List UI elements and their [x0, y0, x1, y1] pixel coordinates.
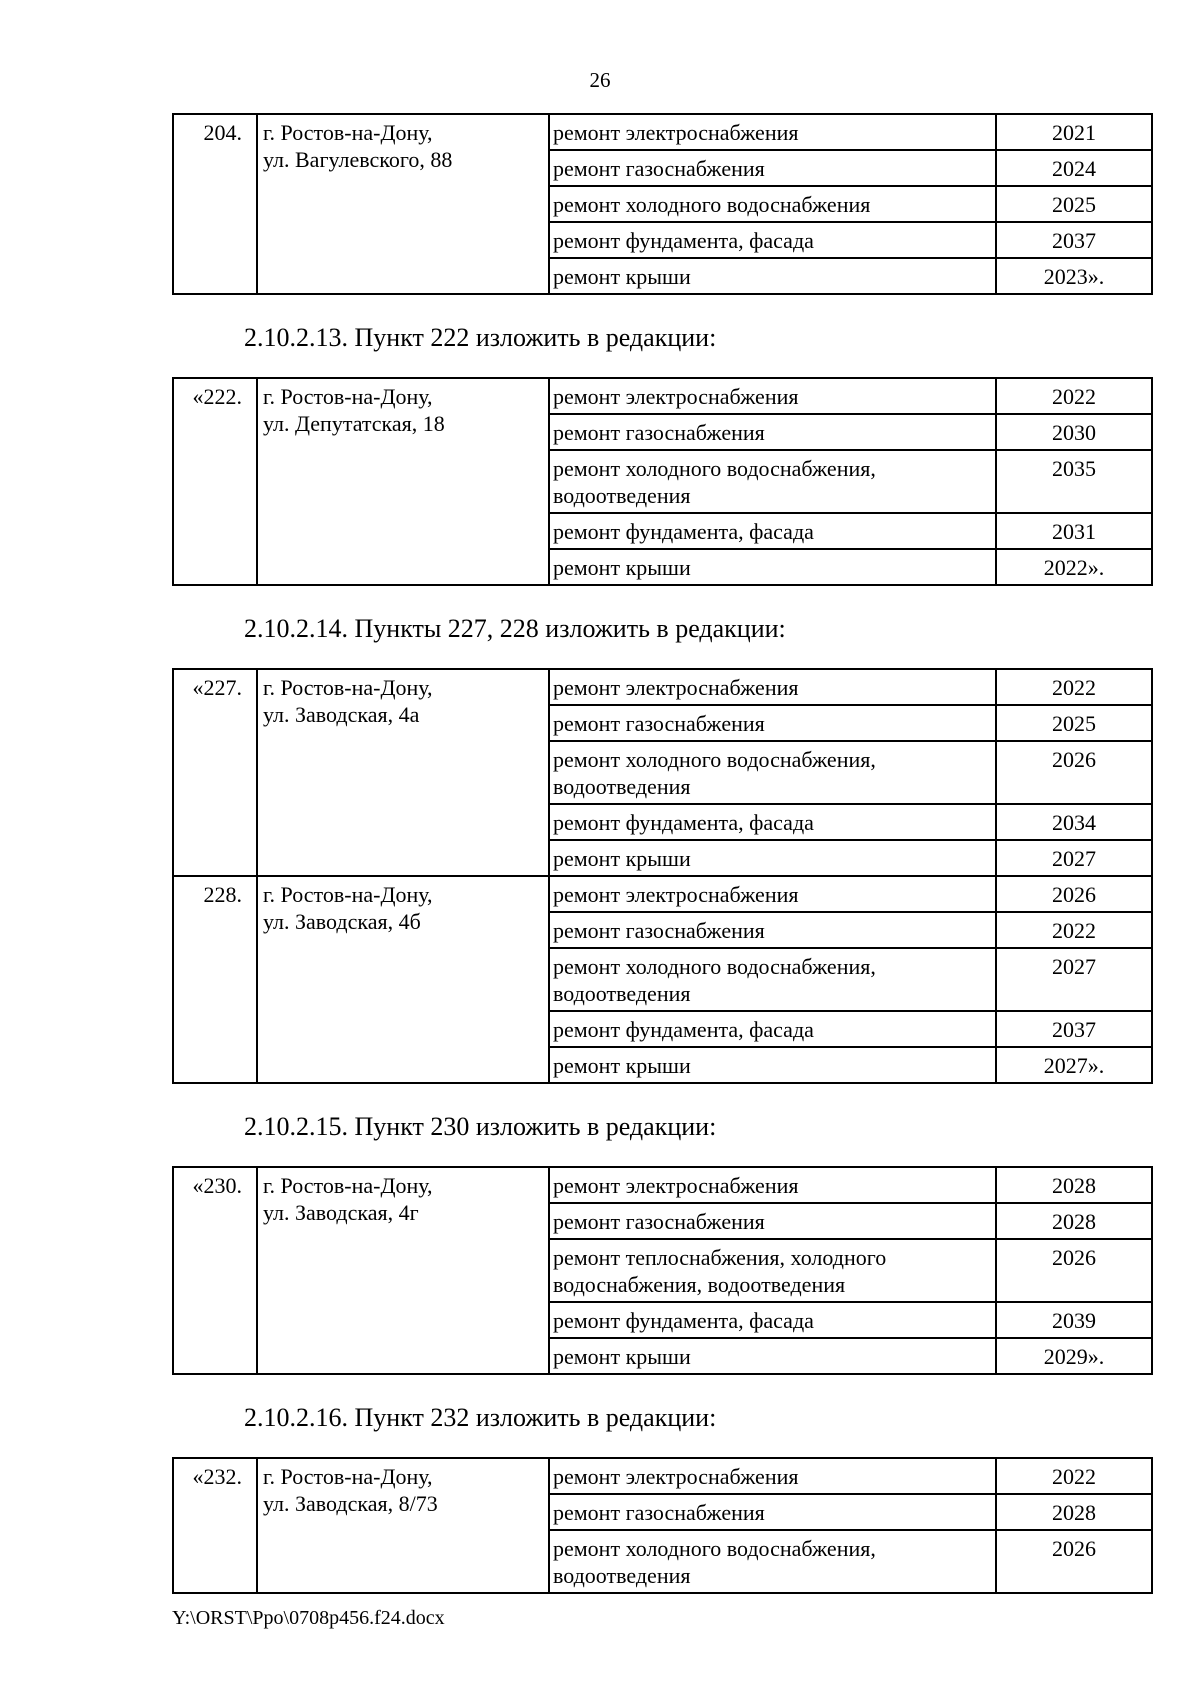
- work-type: ремонт газоснабжения: [549, 705, 996, 741]
- work-year: 2022».: [996, 549, 1152, 585]
- work-type: ремонт фундамента, фасада: [549, 222, 996, 258]
- work-year: 2027: [996, 840, 1152, 876]
- work-type: ремонт газоснабжения: [549, 912, 996, 948]
- table-row: [173, 1458, 1152, 1494]
- address-line: ул. Депутатская, 18: [263, 411, 445, 436]
- work-year: 2025: [996, 186, 1152, 222]
- work-type: ремонт электроснабжения: [549, 669, 996, 705]
- section-heading: 2.10.2.16. Пункт 232 изложить в редакции:: [244, 1403, 717, 1432]
- work-type: ремонт крыши: [549, 549, 996, 585]
- work-year: 2028: [996, 1203, 1152, 1239]
- table-row: [173, 876, 1152, 912]
- work-type: ремонт холодного водоснабжения, водоотведения: [549, 948, 996, 1011]
- work-year: 2027: [996, 948, 1152, 1011]
- address-cell: [257, 669, 549, 876]
- section-heading: 2.10.2.13. Пункт 222 изложить в редакции:: [244, 323, 717, 352]
- work-type: ремонт электроснабжения: [549, 876, 996, 912]
- work-year: 2026: [996, 876, 1152, 912]
- work-year: 2031: [996, 513, 1152, 549]
- work-year: 2021: [996, 114, 1152, 150]
- work-type: ремонт крыши: [549, 1047, 996, 1083]
- work-year: 2037: [996, 1011, 1152, 1047]
- item-number: «227.: [173, 669, 257, 876]
- work-type: ремонт газоснабжения: [549, 1494, 996, 1530]
- section-heading: 2.10.2.15. Пункт 230 изложить в редакции:: [244, 1112, 717, 1141]
- file-path-footer: Y:\ORST\Ppo\0708p456.f24.docx: [172, 1607, 445, 1629]
- repair-schedule-table: [172, 668, 1153, 1084]
- table-row: [173, 1167, 1152, 1203]
- section-heading: 2.10.2.14. Пункты 227, 228 изложить в редакции:: [244, 614, 786, 643]
- table-row: [173, 669, 1152, 705]
- work-type: ремонт холодного водоснабжения, водоотведения: [549, 741, 996, 804]
- repair-schedule-table: [172, 1457, 1153, 1594]
- work-type: ремонт крыши: [549, 258, 996, 294]
- work-year: 2022: [996, 912, 1152, 948]
- address-line: г. Ростов-на-Дону,: [263, 1173, 433, 1198]
- address-line: г. Ростов-на-Дону,: [263, 882, 433, 907]
- work-type: ремонт электроснабжения: [549, 114, 996, 150]
- work-year: 2024: [996, 150, 1152, 186]
- address-cell: [257, 1167, 549, 1374]
- work-type: ремонт газоснабжения: [549, 1203, 996, 1239]
- address-cell: [257, 378, 549, 585]
- work-type: ремонт фундамента, фасада: [549, 804, 996, 840]
- address-line: г. Ростов-на-Дону,: [263, 384, 433, 409]
- work-type: ремонт крыши: [549, 1338, 996, 1374]
- repair-schedule-table: [172, 113, 1153, 295]
- address-line: г. Ростов-на-Дону,: [263, 1464, 433, 1489]
- work-type: ремонт фундамента, фасада: [549, 513, 996, 549]
- address-line: ул. Заводская, 8/73: [263, 1491, 438, 1516]
- work-type: ремонт газоснабжения: [549, 414, 996, 450]
- work-year: 2030: [996, 414, 1152, 450]
- address-line: г. Ростов-на-Дону,: [263, 120, 433, 145]
- work-year: 2022: [996, 378, 1152, 414]
- work-year: 2037: [996, 222, 1152, 258]
- work-year: 2039: [996, 1302, 1152, 1338]
- work-year: 2034: [996, 804, 1152, 840]
- item-number: «232.: [173, 1458, 257, 1593]
- work-type: ремонт электроснабжения: [549, 1458, 996, 1494]
- work-year: 2026: [996, 1530, 1152, 1593]
- work-type: ремонт электроснабжения: [549, 1167, 996, 1203]
- work-type: ремонт крыши: [549, 840, 996, 876]
- table-row: [173, 114, 1152, 150]
- item-number: «222.: [173, 378, 257, 585]
- work-type: ремонт фундамента, фасада: [549, 1011, 996, 1047]
- table-row: [173, 378, 1152, 414]
- document-body: [172, 113, 1151, 1594]
- work-type: ремонт холодного водоснабжения, водоотведения: [549, 1530, 996, 1593]
- work-year: 2023».: [996, 258, 1152, 294]
- address-line: ул. Вагулевского, 88: [263, 147, 453, 172]
- work-type: ремонт фундамента, фасада: [549, 1302, 996, 1338]
- item-number: 228.: [173, 876, 257, 1083]
- work-type: ремонт теплоснабжения, холодного водоснабжения, водоотведения: [549, 1239, 996, 1302]
- work-year: 2026: [996, 1239, 1152, 1302]
- work-type: ремонт холодного водоснабжения, водоотведения: [549, 450, 996, 513]
- item-number: 204.: [173, 114, 257, 294]
- repair-schedule-table: [172, 377, 1153, 586]
- address-line: ул. Заводская, 4г: [263, 1200, 419, 1225]
- work-year: 2022: [996, 669, 1152, 705]
- address-cell: [257, 876, 549, 1083]
- address-line: ул. Заводская, 4а: [263, 702, 420, 727]
- address-line: г. Ростов-на-Дону,: [263, 675, 433, 700]
- page-number: 26: [589, 68, 611, 92]
- work-year: 2025: [996, 705, 1152, 741]
- work-year: 2027».: [996, 1047, 1152, 1083]
- address-line: ул. Заводская, 4б: [263, 909, 421, 934]
- work-type: ремонт электроснабжения: [549, 378, 996, 414]
- work-type: ремонт газоснабжения: [549, 150, 996, 186]
- item-number: «230.: [173, 1167, 257, 1374]
- work-type: ремонт холодного водоснабжения: [549, 186, 996, 222]
- work-year: 2035: [996, 450, 1152, 513]
- work-year: 2026: [996, 741, 1152, 804]
- work-year: 2029».: [996, 1338, 1152, 1374]
- address-cell: [257, 114, 549, 294]
- work-year: 2022: [996, 1458, 1152, 1494]
- repair-schedule-table: [172, 1166, 1153, 1375]
- address-cell: [257, 1458, 549, 1593]
- work-year: 2028: [996, 1167, 1152, 1203]
- work-year: 2028: [996, 1494, 1152, 1530]
